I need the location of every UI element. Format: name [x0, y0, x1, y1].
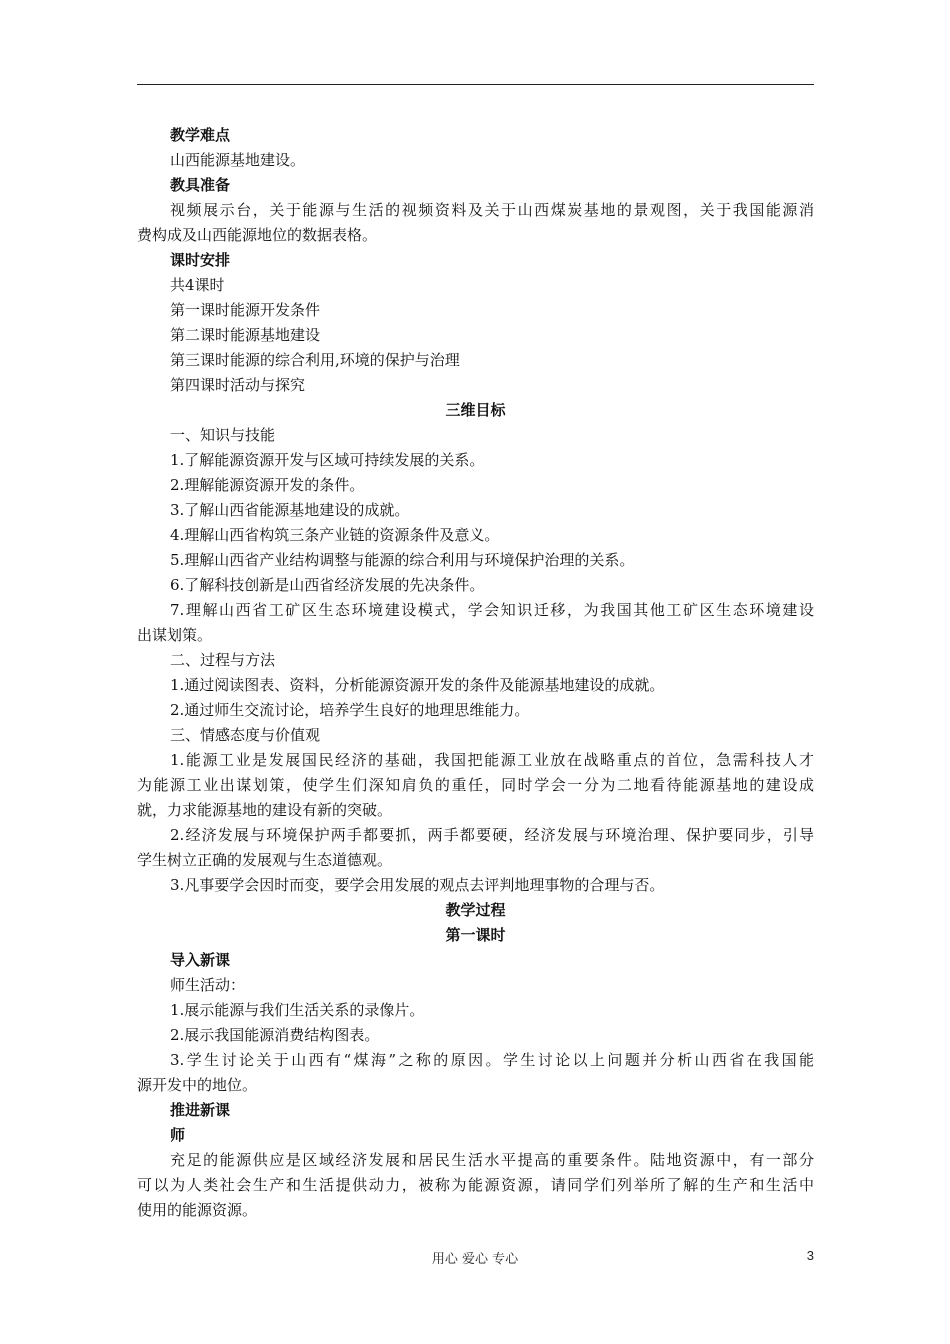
- subsection-heading: 教具准备: [170, 176, 231, 194]
- subsection-heading: 推进新课: [170, 1101, 231, 1119]
- section-heading: 第一课时: [445, 926, 506, 944]
- text-line: 2.通过师生交流讨论，培养学生良好的地理思维能力。: [170, 701, 530, 719]
- text-line: 第一课时能源开发条件: [170, 301, 321, 319]
- text-line: 第二课时能源基地建设: [170, 326, 321, 344]
- text-line: 二、过程与方法: [170, 651, 276, 669]
- text-line: 可以为人类社会生产和生活提供动力，被称为能源资源，请同学们列举所了解的生产和生活中: [137, 1176, 814, 1194]
- text-line: 使用的能源资源。: [137, 1201, 258, 1219]
- text-line: 三、情感态度与价值观: [170, 726, 321, 744]
- footer-motto: 用心 爱心 专心: [431, 1252, 519, 1267]
- text-line: 充足的能源供应是区域经济发展和居民生活水平提高的重要条件。陆地资源中，有一部分: [170, 1151, 814, 1169]
- document-body: [137, 123, 814, 1223]
- text-line: 山西能源基地建设。: [170, 151, 306, 169]
- text-line: 7.理解山西省工矿区生态环境建设模式，学会知识迁移，为我国其他工矿区生态环境建设: [170, 601, 814, 619]
- text-line: 3.凡事要学会因时而变，要学会用发展的观点去评判地理事物的合理与否。: [170, 876, 665, 894]
- text-line: 1.能源工业是发展国民经济的基础，我国把能源工业放在战略重点的首位，急需科技人才: [170, 751, 814, 769]
- text-line: 2.展示我国能源消费结构图表。: [170, 1026, 380, 1044]
- text-line: 6.了解科技创新是山西省经济发展的先决条件。: [170, 576, 485, 594]
- page-number: 3: [806, 1248, 814, 1263]
- text-line: 第三课时能源的综合利用,环境的保护与治理: [170, 351, 460, 369]
- subsection-heading: 教学难点: [170, 126, 231, 144]
- text-line: 4.理解山西省构筑三条产业链的资源条件及意义。: [170, 526, 500, 544]
- section-heading: 教学过程: [445, 901, 506, 919]
- text-line: 师生活动：: [170, 976, 246, 994]
- text-line: 第四课时活动与探究: [170, 376, 306, 394]
- subsection-heading: 导入新课: [170, 951, 231, 969]
- text-line: 3.学生讨论关于山西有“煤海”之称的原因。学生讨论以上问题并分析山西省在我国能: [170, 1051, 814, 1069]
- text-line: 源开发中的地位。: [137, 1076, 258, 1094]
- text-line: 视频展示台，关于能源与生活的视频资料及关于山西煤炭基地的景观图，关于我国能源消: [170, 201, 814, 219]
- text-line: 一、知识与技能: [170, 426, 276, 444]
- text-line: 学生树立正确的发展观与生态道德观。: [137, 851, 393, 869]
- section-heading: 三维目标: [445, 401, 506, 419]
- text-line: 共4课时: [170, 276, 225, 294]
- text-line: 2.经济发展与环境保护两手都要抓，两手都要硬，经济发展与环境治理、保护要同步，引导: [170, 826, 814, 844]
- text-line: 出谋划策。: [137, 626, 213, 644]
- subsection-heading: 师: [170, 1126, 186, 1144]
- text-line: 5.理解山西省产业结构调整与能源的综合利用与环境保护治理的关系。: [170, 551, 635, 569]
- text-line: 1.通过阅读图表、资料，分析能源资源开发的条件及能源基地建设的成就。: [170, 676, 665, 694]
- subsection-heading: 课时安排: [170, 251, 231, 269]
- text-line: 1.了解能源资源开发与区域可持续发展的关系。: [170, 451, 485, 469]
- text-line: 3.了解山西省能源基地建设的成就。: [170, 501, 410, 519]
- text-line: 2.理解能源资源开发的条件。: [170, 476, 365, 494]
- header-rule: [137, 84, 814, 85]
- text-line: 为能源工业出谋划策，使学生们深知肩负的重任，同时学会一分为二地看待能源基地的建设成: [137, 776, 814, 794]
- text-line: 费构成及山西能源地位的数据表格。: [137, 226, 378, 244]
- text-line: 1.展示能源与我们生活关系的录像片。: [170, 1001, 425, 1019]
- text-line: 就，力求能源基地的建设有新的突破。: [137, 801, 393, 819]
